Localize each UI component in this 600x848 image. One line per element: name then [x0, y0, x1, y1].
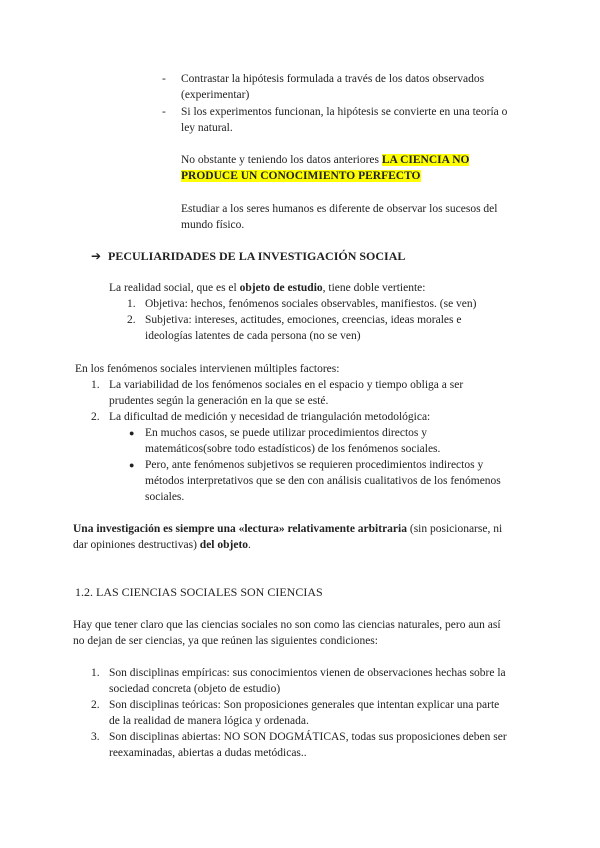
section-heading: PECULIARIDADES DE LA INVESTIGACIÓN SOCIAL — [108, 249, 406, 263]
paragraph-text: , tiene doble vertiente: — [322, 282, 426, 294]
arrow-icon: ➔ — [91, 249, 102, 263]
bold-text: objeto de estudio — [239, 282, 323, 294]
dash-item-line: (experimentar) — [181, 89, 250, 101]
list-item-line: La variabilidad de los fenómenos sociales en el espacio y tiempo obliga a ser — [109, 379, 464, 391]
list-number: 2. — [91, 699, 100, 711]
list-item-line: Son disciplinas empíricas: sus conocimientos vienen de observaciones hechas sobre la — [109, 667, 506, 679]
study-note-line: mundo físico. — [181, 219, 245, 231]
paragraph-line — [73, 521, 502, 537]
paragraph — [109, 280, 425, 296]
study-note-line: Estudiar a los seres humanos es diferente de observar los sucesos del — [181, 203, 498, 215]
paragraph-text: La realidad social, que es el — [109, 282, 240, 294]
highlight-note-line — [181, 152, 469, 168]
bullet-item-line: métodos interpretativos que se den con análisis cualitativos de los fenómenos — [145, 475, 501, 487]
dash-item-line: ley natural. — [181, 122, 233, 134]
list-item-line: de la realidad de manera lógica y ordenada. — [109, 715, 309, 727]
bullet-item-line: En muchos casos, se puede utilizar procedimientos directos y — [145, 427, 427, 439]
dash-marker: - — [162, 73, 166, 85]
list-item-line: prudentes según la generación en la que se esté. — [109, 395, 329, 407]
bullet-item-line: sociales. — [145, 491, 185, 503]
paragraph-line: no dejan de ser ciencias, ya que reúnen las siguientes condiciones: — [73, 635, 378, 647]
list-item-line: Son disciplinas teóricas: Son proposiciones generales que intentan explicar una parte — [109, 699, 500, 711]
dash-marker: - — [162, 106, 166, 118]
bold-text: del objeto — [199, 539, 249, 551]
list-item-line: Objetiva: hechos, fenómenos sociales observables, manifiestos. (se ven) — [145, 298, 477, 310]
bold-text: Una investigación es siempre una «lectura» relativamente arbitraria — [73, 523, 407, 535]
list-item-line: Son disciplinas abiertas: NO SON DOGMÁTICAS, todas sus proposiciones deben ser — [109, 731, 507, 743]
paragraph: En los fenómenos sociales intervienen múltiples factores: — [75, 363, 340, 375]
paragraph-line — [73, 537, 251, 553]
list-number: 3. — [91, 731, 100, 743]
highlight-note-line — [181, 168, 421, 184]
highlighted-text: PRODUCE UN CONOCIMIENTO PERFECTO — [181, 170, 421, 182]
list-item-line: Subjetiva: intereses, actitudes, emociones, creencias, ideas morales e — [145, 314, 462, 326]
list-number: 1. — [91, 379, 100, 391]
list-number: 1. — [127, 298, 136, 310]
list-number: 1. — [91, 667, 100, 679]
bullet-icon: ● — [129, 428, 135, 438]
list-number: 2. — [127, 314, 136, 326]
note-text: No obstante y teniendo los datos anteriores — [181, 154, 382, 166]
list-number: 2. — [91, 411, 100, 423]
bullet-item-line: matemáticos(sobre todo estadísticos) de los fenómenos sociales. — [145, 443, 441, 455]
list-item-line: reexaminadas, abiertas a dudas metódicas.. — [109, 747, 307, 759]
bullet-icon: ● — [129, 460, 135, 470]
list-item-line: ideologías latentes de cada persona (no se ven) — [145, 330, 361, 342]
dash-item-line: Si los experimentos funcionan, la hipótesis se convierte en una teoría o — [181, 106, 508, 118]
section-heading: 1.2. LAS CIENCIAS SOCIALES SON CIENCIAS — [75, 585, 323, 599]
dash-item-line: Contrastar la hipótesis formulada a través de los datos observados — [181, 73, 485, 85]
bullet-item-line: Pero, ante fenómenos subjetivos se requieren procedimientos indirectos y — [145, 459, 484, 471]
list-item-line: sociedad concreta (objeto de estudio) — [109, 683, 281, 695]
paragraph-text: (sin posicionarse, ni — [406, 523, 503, 535]
paragraph-line: Hay que tener claro que las ciencias sociales no son como las ciencias naturales, pero aun así — [73, 619, 501, 631]
paragraph-text: dar opiniones destructivas) — [73, 539, 200, 551]
highlighted-text: LA CIENCIA NO — [381, 154, 470, 166]
paragraph-text: . — [248, 539, 251, 551]
list-item-line: La dificultad de medición y necesidad de triangulación metodológica: — [109, 411, 431, 423]
